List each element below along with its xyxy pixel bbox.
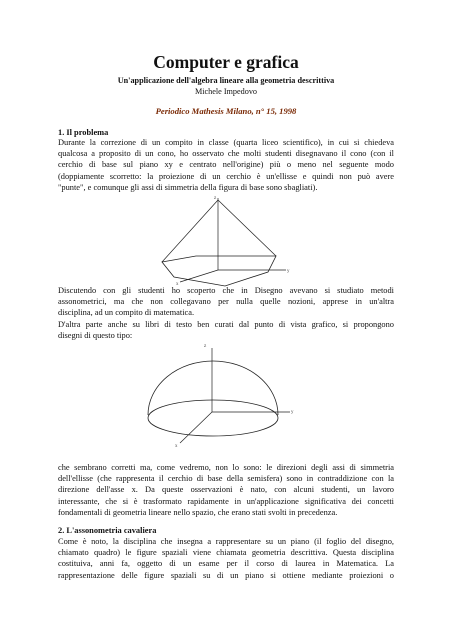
paper-title: Computer e grafica: [153, 52, 299, 72]
text-line: "punte", e comunque gli assi di simmetria della figura di base sono sbagliati).: [58, 182, 318, 192]
axis-label-x: x: [176, 282, 179, 287]
axis-label-x: x: [175, 444, 178, 449]
hemisphere-base-ellipse: [148, 400, 278, 436]
paper-subtitle: Un'applicazione dell'algebra lineare alla geometria descrittiva: [117, 76, 335, 85]
text-line: rappresentazione delle figure spaziali su di un piano si ottiene mediante proiezioni o: [58, 570, 394, 580]
axis-label-z: z: [214, 196, 217, 201]
section-2-paragraph-1: [58, 536, 394, 581]
text-line: costituiva, anni fa, oggetto di un esame per il corso di laurea in Matematica. La: [58, 559, 394, 569]
text-line: fondamentali di geometria lineare nello spazio, che erano stati svolti in precedenza.: [58, 507, 338, 517]
text-line: Come è noto, la disciplina che insegna a rappresentare su un piano (il foglio del disegno,: [58, 537, 394, 546]
text-line: Durante la correzione di un compito in classe (quarta liceo scientifico), in cui si chiedeva: [58, 138, 394, 147]
hemisphere-dome: [148, 361, 278, 415]
axis-label-z: z: [204, 344, 207, 349]
text-line: disegni di questo tipo:: [58, 330, 133, 340]
text-line: D'altra parte anche su libri di testo ben curati dal punto di vista grafico, si propongono: [58, 319, 394, 329]
axis-label-y: y: [291, 410, 294, 415]
section-1-paragraph-1: [58, 137, 394, 193]
cone-base-outline: [162, 256, 276, 286]
text-line: qualcosa a proposito di un cono, ho osservato che molti studenti disegnavano il cono (con il: [58, 149, 394, 159]
cone-side-line: [162, 200, 218, 262]
text-line: interessante, che si è trasformato rapidamente in un'applicazione significativa dei concetti: [58, 496, 394, 506]
x-axis-line: [180, 412, 212, 443]
section-2-heading: 2. L'assonometria cavaliera: [58, 526, 157, 535]
cone-side-line: [218, 200, 276, 256]
text-line: assonometrici, ma che non collegavano per nulla quelle nozioni, apprese in un'altra: [58, 297, 394, 307]
text-line: chiamato quadro) le figure spaziali viene chiamata geometria descrittiva. Questa disciplina: [58, 548, 394, 558]
x-axis-line: [180, 270, 218, 282]
text-line: disciplina, ad un compito di matematica.: [58, 308, 195, 318]
text-line: cerchio di base sul piano xy e centrato nell'origine) più o meno nel seguente modo: [58, 160, 394, 170]
text-line: direzione dell'asse x. Da queste osservazioni è nato, con alcuni studenti, un lavoro: [58, 485, 394, 495]
text-line: che sembrano corretti ma, come vedremo, non lo sono: le direzioni degli assi di simmetria: [58, 463, 394, 472]
section-1-paragraph-2: [58, 285, 394, 341]
text-line: (doppiamente scorretto: la proiezione di un cerchio è un'ellisse e quindi non può avere: [58, 171, 394, 181]
text-line: dell'ellisse (che rappresenta il cerchio di base della semisfera) sono in contraddizione con la: [58, 474, 394, 484]
author-name: Michele Impedovo: [194, 87, 258, 96]
text-line: Discutendo con gli studenti ho scoperto che in Disegno avevano si studiato metodi: [58, 286, 394, 295]
section-1-heading: 1. Il problema: [58, 128, 109, 137]
section-1-paragraph-3: [58, 462, 394, 518]
journal-citation: Periodico Mathesis Milano, n° 15, 1998: [155, 106, 297, 116]
axis-label-y: y: [287, 269, 290, 274]
